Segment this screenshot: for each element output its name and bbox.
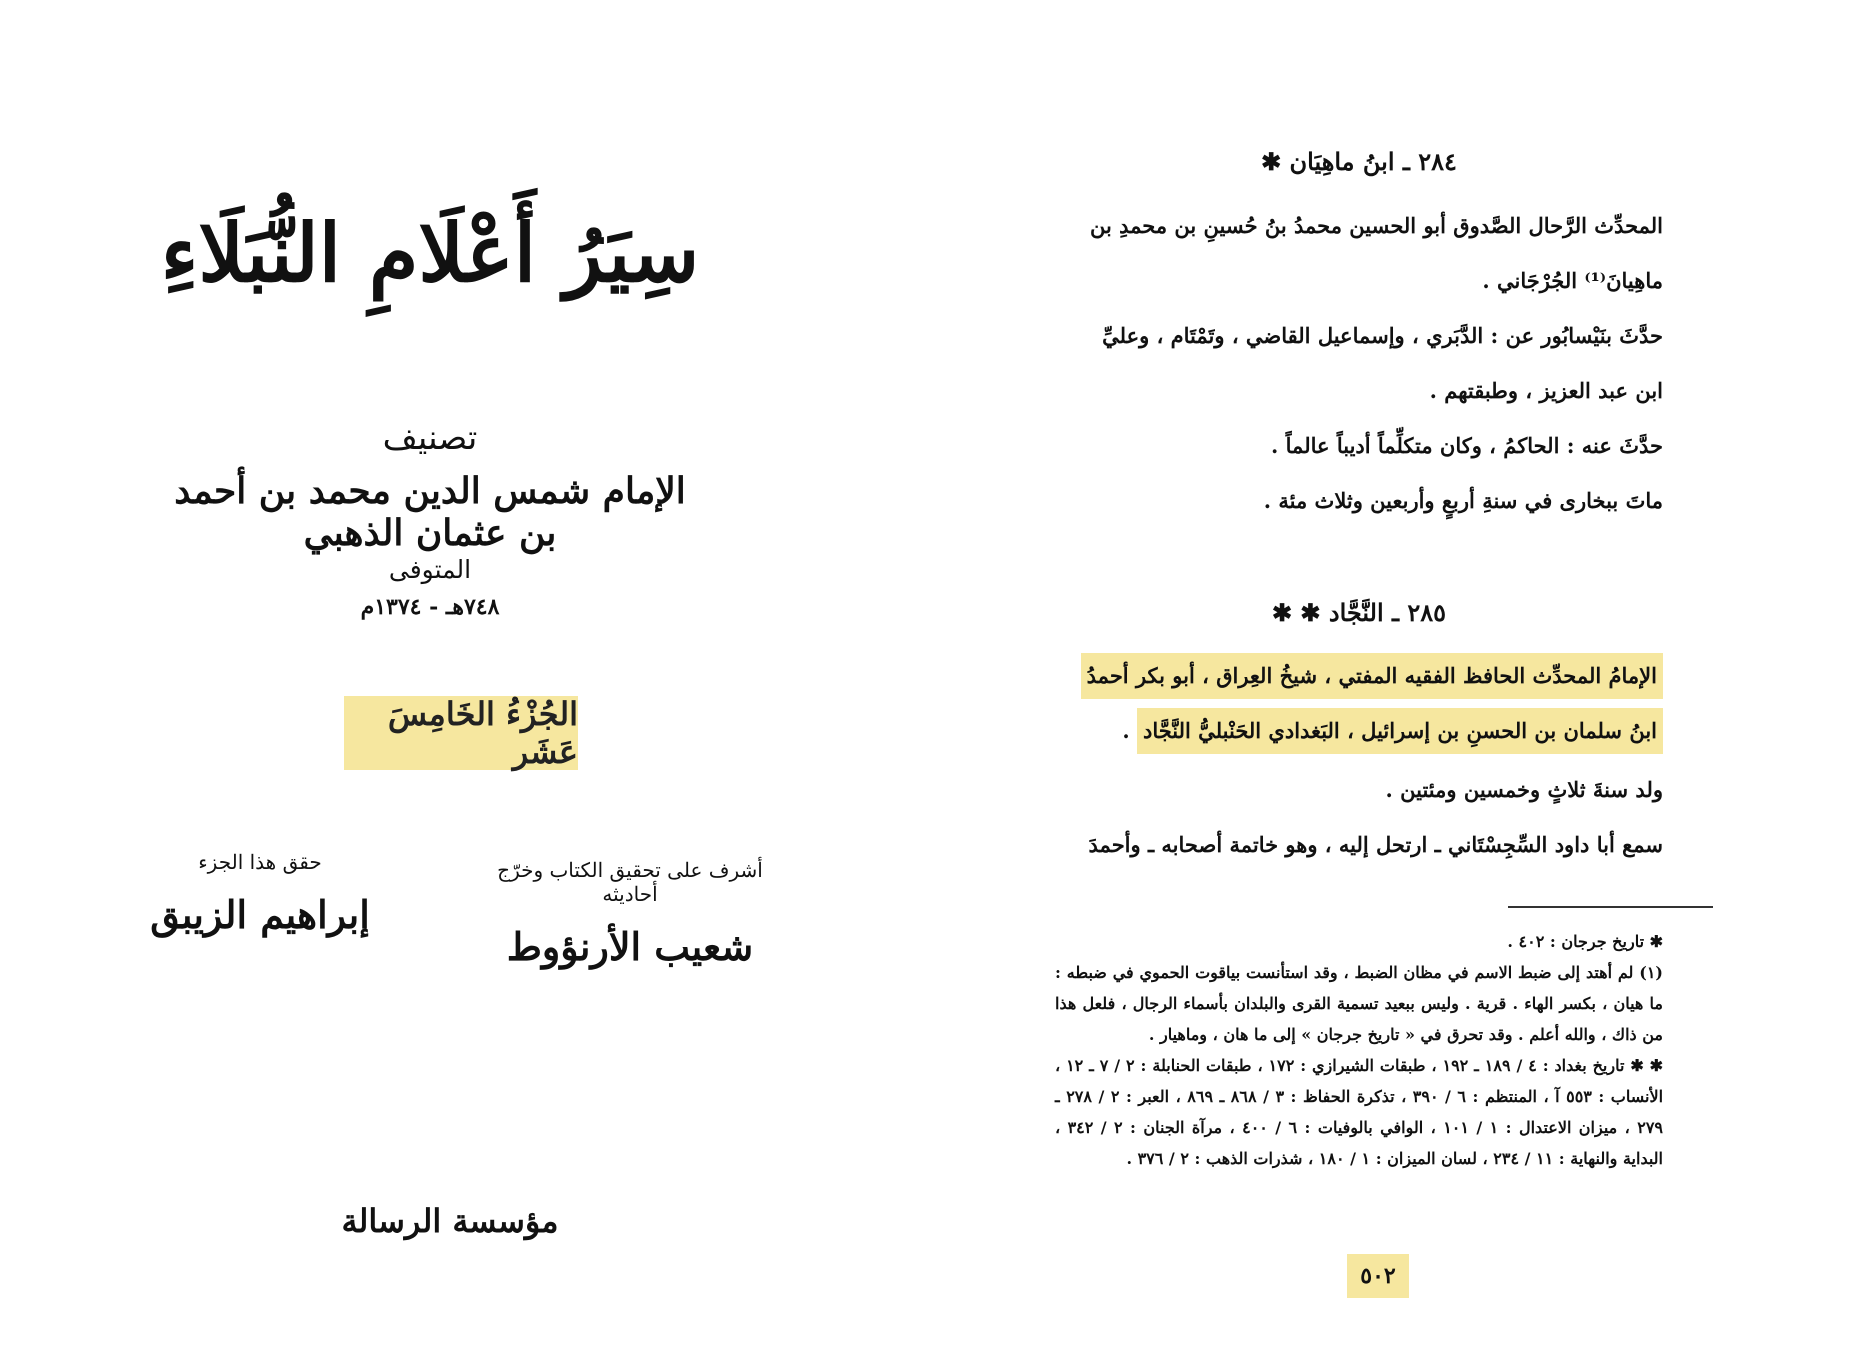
entry-285-line: ولد سنةَ ثلاثٍ وخمسين ومئتين .: [1385, 777, 1663, 802]
supervisor-credit: [480, 858, 780, 969]
volume-text: الجُزْءُ الخَامِسَ عَشَر: [387, 695, 578, 771]
entry-284-line: ماهِيانَ⁽¹⁾ الجُرْجَاني .: [1482, 268, 1663, 293]
footnote: ✱ تاريخ جرجان : ٤٠٢ .: [1507, 932, 1663, 951]
supervisor-label: أشرف على تحقيق الكتاب وخرّج أحاديثه: [497, 858, 763, 906]
entry-284-line: حدَّثَ عنه : الحاكمُ ، وكان متكلِّماً أديباً عالماً .: [1271, 433, 1663, 458]
page-number-text: ٥٠٢: [1360, 1263, 1396, 1289]
footnotes: [1055, 926, 1663, 1174]
entry-284-heading: ٢٨٤ ـ ابنُ ماهِيَان ✱: [1261, 147, 1457, 176]
author-name: الإمام شمس الدين محمد بن أحمد بن عثمان الذهبي: [174, 470, 686, 554]
entry-284-line: ماتَ ببخارى في سنةِ أربعٍ وأربعين وثلاث مئة .: [1263, 488, 1663, 513]
text-page: [935, 0, 1871, 1370]
died-date: ٧٤٨هـ - ١٣٧٤م: [360, 594, 500, 620]
footnote: (١) لم أهتد إلى ضبط الاسم في مظان الضبط ، وقد استأنست بياقوت الحموي في ضبطه : ما هيان ، بكسر الهاء . قرية . وليس ببعيد تسمية القرى والبلدان بأسماء الرجال ، فلعل هذا من ذاك ، والله أعلم . وقد تحرق في « تاريخ جرجان » إلى ما هان ، وماهيار .: [1055, 963, 1663, 1044]
entry-284-body: [1055, 198, 1663, 528]
title-page: [0, 0, 935, 1370]
editor-name: إبراهيم الزيبق: [150, 892, 370, 937]
footnote: ✱ ✱ تاريخ بغداد : ٤ / ١٨٩ ـ ١٩٢ ، طبقات الشيرازي : ١٧٢ ، طبقات الحنابلة : ٢ / ٧ ـ ١٢ ، الأنساب : ٥٥٣ آ ، المنتظم : ٦ / ٣٩٠ ، تذكرة الحفاظ : ٣ / ٨٦٨ ـ ٨٦٩ ، العبر : ٢ / ٢٧٨ ـ ٢٧٩ ، ميزان الاعتدال : ١ / ١٠١ ، الوافي بالوفيات : ٦ / ٤٠٠ ، مرآة الجنان : ٢ / ٣٤٢ ، البداية والنهاية : ١١ / ٢٣٤ ، لسان الميزان : ١ / ١٨٠ ، شذرات الذهب : ٢ / ٣٧٦ .: [1055, 1056, 1664, 1168]
entry-284-line: المحدِّث الرَّحال الصَّدوق أبو الحسين محمدُ بنُ حُسينِ بن محمدِ بن: [1089, 213, 1663, 238]
volume-label: [344, 696, 578, 770]
editor-label: حقق هذا الجزء: [198, 850, 322, 874]
entry-285-heading: ٢٨٥ ـ النَّجَّاد ✱ ✱: [1271, 598, 1447, 627]
publisher-name: مؤسسة الرسالة: [341, 1202, 559, 1240]
entry-284-line: حدَّثَ بنَيْسابُور عن : الدَّبَري ، وإسماعيل القاضي ، وتَمْتَام ، وعليِّ: [1102, 323, 1663, 348]
supervisor-name: شعيب الأرنؤوط: [506, 924, 754, 969]
entry-285-highlighted: [1055, 648, 1663, 758]
highlighted-line: ابنُ سلمان بن الحسنِ بن إسرائيل ، البَغدادي الحَنْبليُّ النَّجَّاد: [1137, 708, 1663, 754]
died-label: المتوفى: [388, 555, 472, 584]
highlight-end-period: .: [1122, 718, 1130, 743]
highlighted-line: الإمامُ المحدِّث الحافظ الفقيه المفتي ، شيخُ العِراق ، أبو بكر أحمدُ: [1081, 653, 1663, 699]
book-title: سِيَرُ أَعْلَامِ النُّبَلَاءِ: [160, 206, 700, 300]
entry-284-line: ابن عبد العزيز ، وطبقتهم .: [1429, 378, 1663, 403]
page-number: [1347, 1254, 1409, 1298]
footnote-divider: [1508, 906, 1713, 908]
editor-credit: [140, 850, 380, 937]
entry-285-body: [1055, 762, 1663, 872]
entry-285-line: سمع أبا داود السِّجِسْتَاني ـ ارتحل إليه ، وهو خاتمة أصحابه ـ وأحمدَ: [1088, 832, 1663, 857]
compiled-label: تصنيف: [382, 418, 478, 458]
